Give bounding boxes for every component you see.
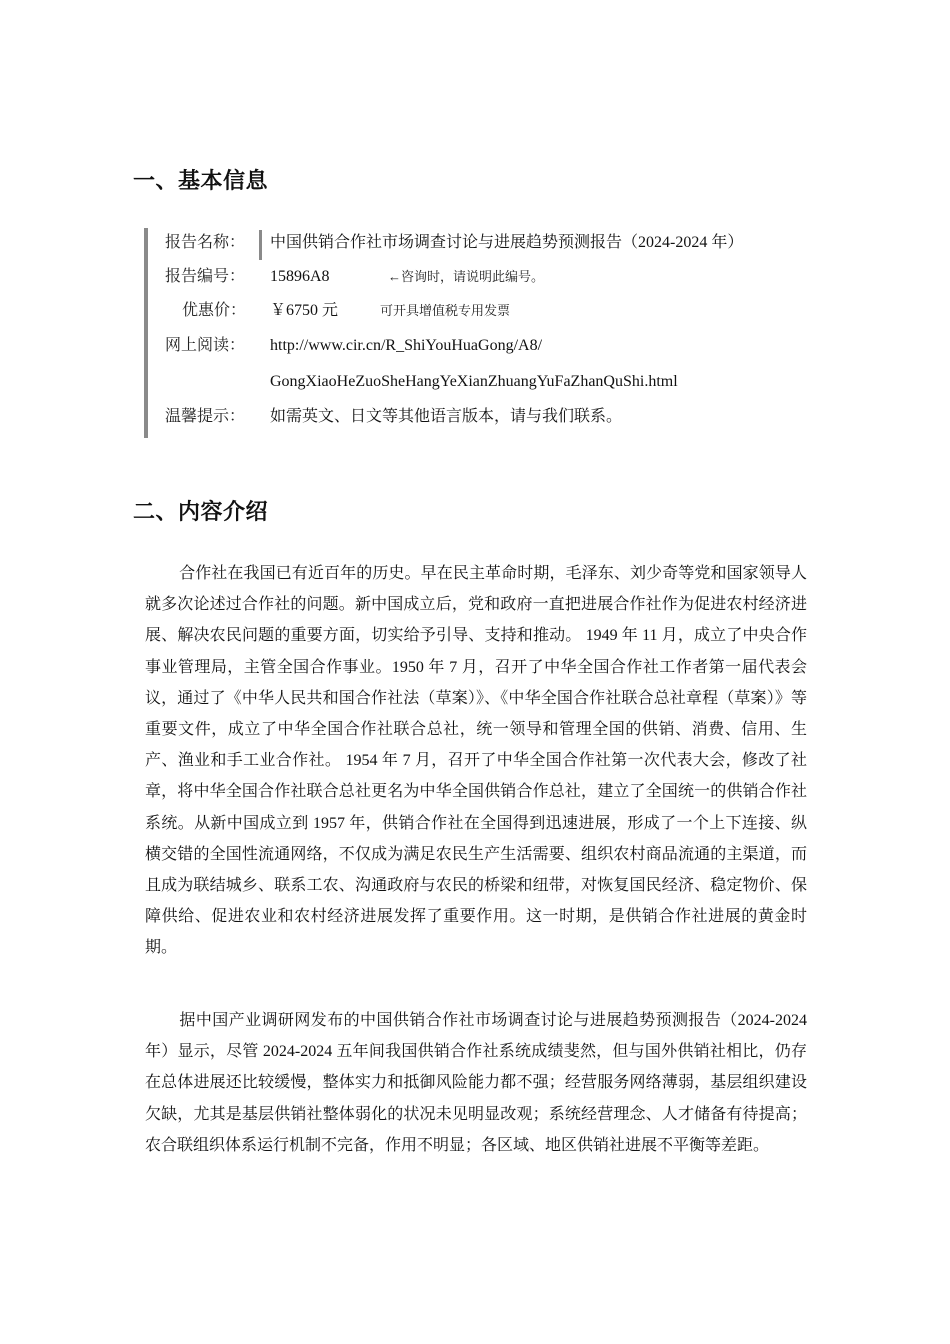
content-paragraph-1 [145, 558, 807, 964]
section-title-content-intro: 二、内容介绍 [133, 499, 269, 524]
report-no-value: 15896A8 [270, 268, 330, 285]
report-no-label: 报告编号： [165, 268, 246, 285]
online-read-label: 网上阅读： [165, 337, 246, 354]
report-name-label: 报告名称： [165, 234, 246, 251]
tip-value: 如需英文、日文等其他语言版本，请与我们联系。 [270, 408, 623, 425]
paragraph-1-text: 合作社在我国已有近百年的历史。早在民主革命时期，毛泽东、刘少奇等党和国家领导人就多次论述过合作社的问题。新中国成立后，党和政府一直把进展合作社作为促进农村经济进展、解决农民问题的重要方面，切实给予引导、支持和推动。 1949 年 11 月，成立了中央合作事业管理局，主管全国合作事业。1950 年 7 月，召开了中华全国合作社工作者第一届代表会议，通过了《中华人民共和国合作社法（草案）》、《中华全国合作社联合总社章程（草案）》等重要文件，成立了中华全国合作社联合总社，统一领导和管理全国的供销、消费、信用、生产、渔业和手工业合作社。 1954 年 7 月，召开了中华全国合作社第一次代表大会，修改了社章，将中华全国合作社联合总社更名为中华全国供销合作总社，建立了全国统一的供销合作社系统。从新中国成立到 1957 年，供销合作社在全国得到迅速进展，形成了一个上下连接、纵横交错的全国性流通网络，不仅成为满足农民生产生活需要、组织农村商品流通的主渠道，而且成为联结城乡、联系工农、沟通政府与农民的桥梁和纽带，对恢复国民经济、稳定物价、保障供给、促进农业和农村经济进展发挥了重要作用。这一时期，是供销合作社进展的黄金时期。 [145, 565, 807, 957]
url-line-1[interactable]: http://www.cir.cn/R_ShiYouHuaGong/A8/ [270, 337, 543, 354]
url-line-2[interactable]: GongXiaoHeZuoSheHangYeXianZhuangYuFaZhanQuShi.html [270, 373, 678, 390]
basic-info-block [144, 228, 844, 438]
report-no-note: ←咨询时，请说明此编号。 [388, 269, 545, 284]
report-name-value: 中国供销合作社市场调查讨论与进展趋势预测报告（2024-2024 年） [270, 234, 744, 251]
report-name-marker [259, 230, 262, 260]
info-left-bar [144, 228, 148, 438]
price-label: 优惠价： [182, 302, 247, 319]
paragraph-2-text: 据中国产业调研网发布的中国供销合作社市场调查讨论与进展趋势预测报告（2024-2024 年）显示，尽管 2024-2024 五年间我国供销合作社系统成绩斐然，但与国外供销社相比，仍存在总体进展还比较缓慢，整体实力和抵御风险能力都不强；经营服务网络薄弱，基层组织建设欠缺，尤其是基层供销社整体弱化的状况未见明显改观；系统经营理念、人才储备有待提高；农合联组织体系运行机制不完备，作用不明显；各区域、地区供销社进展不平衡等差距。 [145, 1012, 807, 1154]
content-paragraph-2 [145, 1005, 807, 1161]
section-title-basic-info: 一、基本信息 [133, 168, 269, 193]
price-note: 可开具增值税专用发票 [380, 303, 511, 318]
price-value: ￥6750 元 [270, 302, 339, 319]
tip-label: 温馨提示： [165, 408, 246, 425]
